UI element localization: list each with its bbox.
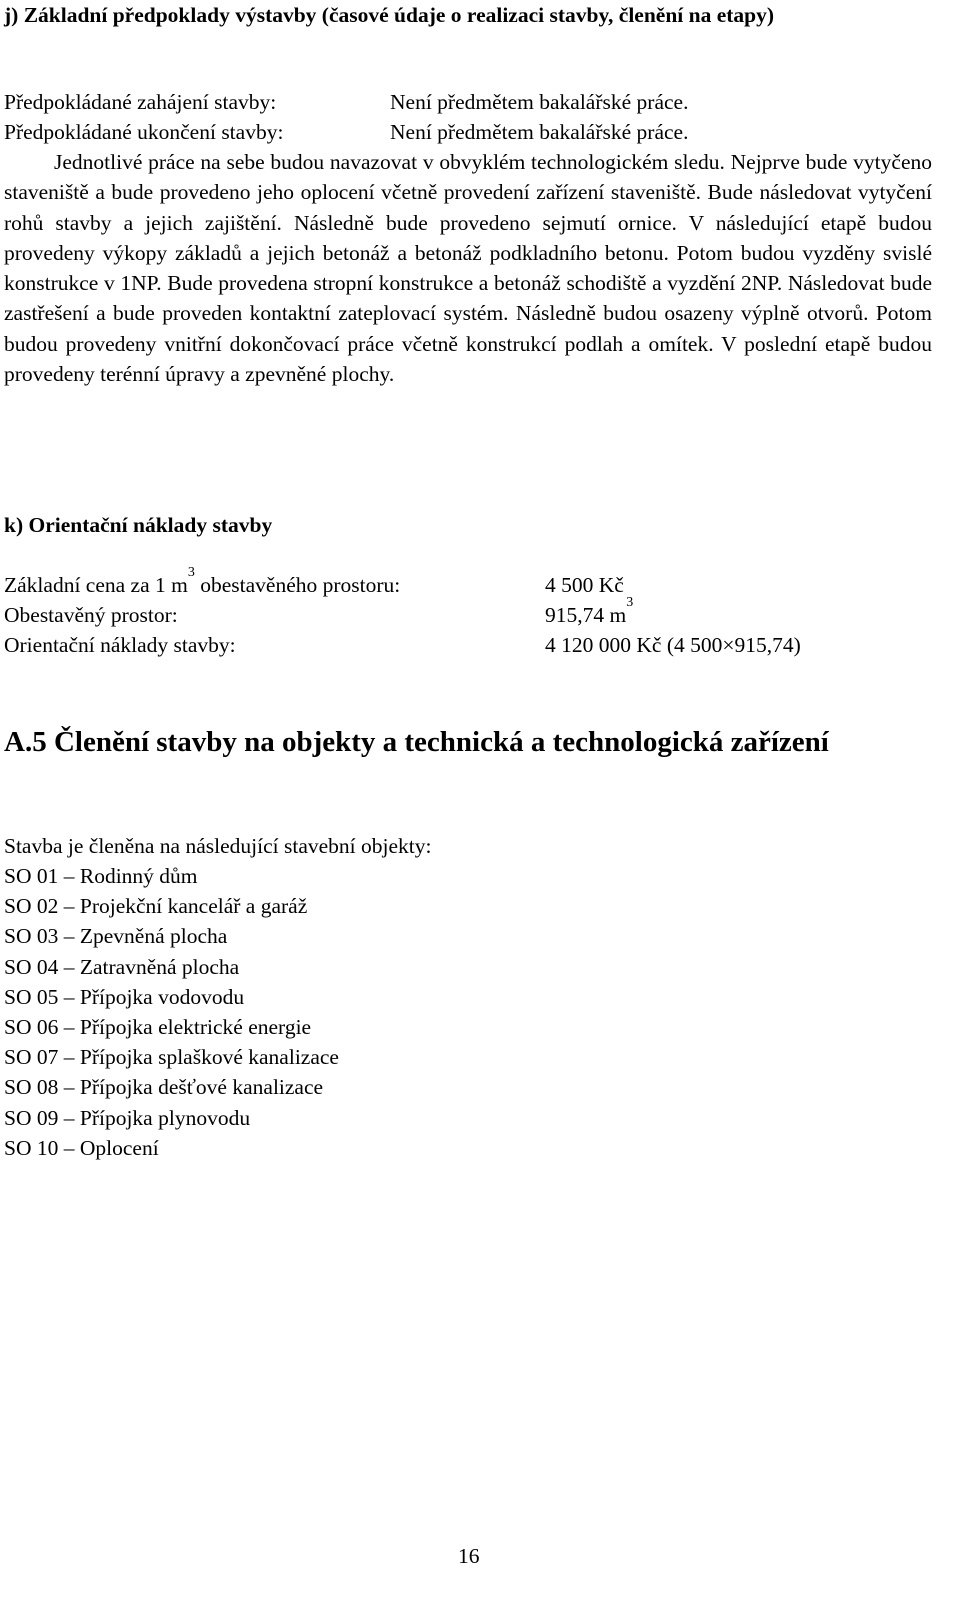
cost-row — [4, 630, 801, 660]
list-item: SO 03 – Zpevněná plocha — [4, 924, 228, 949]
list-item: SO 08 – Přípojka dešťové kanalizace — [4, 1075, 324, 1100]
volume-row — [4, 595, 634, 630]
base-price-value: 4 500 Kč — [545, 573, 624, 597]
list-item: SO 07 – Přípojka splaškové kanalizace — [4, 1045, 339, 1070]
end-value: Není předmětem bakalářské práce. — [390, 120, 689, 144]
start-label: Předpokládané zahájení stavby: — [4, 90, 277, 114]
list-item: SO 06 – Přípojka elektrické energie — [4, 1015, 312, 1040]
list-item: SO 10 – Oplocení — [4, 1135, 159, 1160]
cost-value: 4 120 000 Kč (4 500×915,74) — [545, 633, 801, 657]
start-value: Není předmětem bakalářské práce. — [390, 90, 689, 114]
volume-value: 915,74 $m^3$ — [545, 595, 634, 627]
section-k-heading: k) Orientační náklady stavby — [4, 513, 273, 537]
page-number: 16 — [458, 1544, 480, 1568]
cost-label: Orientační náklady stavby: — [4, 633, 236, 657]
list-item: SO 09 – Přípojka plynovodu — [4, 1105, 251, 1130]
section-j-heading: j) Základní předpoklady výstavby (časové údaje o realizaci stavby, členění na etapy) — [4, 3, 775, 27]
section-a5-heading: A.5 Členění stavby na objekty a technická a technologická zařízení — [4, 726, 829, 758]
list-item: SO 04 – Zatravněná plocha — [4, 954, 240, 979]
objects-list — [4, 861, 339, 1163]
volume-label: Obestavěný prostor: — [4, 603, 178, 627]
list-item: SO 02 – Projekční kancelář a garáž — [4, 894, 308, 919]
list-item: SO 05 – Přípojka vodovodu — [4, 984, 245, 1009]
list-item: SO 01 – Rodinný dům — [4, 864, 198, 888]
base-price-row — [4, 565, 624, 600]
end-label: Předpokládané ukončení stavby: — [4, 120, 284, 144]
base-price-label: Základní cena za 1 $m^3$ obestavěného prostoru: — [4, 565, 401, 597]
objects-intro: Stavba je členěna na následující stavební objekty: — [4, 834, 432, 858]
start-row — [4, 87, 689, 117]
schedule-paragraph: Jednotlivé práce na sebe budou navazovat v obvyklém technologickém sledu. Nejprve bude vytyčeno staveniště a bude provedeno jeho oplocení včetně provedení zařízení staveniště. Bude následovat vytyčení rohů stavby a jejich zajištění. Následně bude provedeno sejmutí ornice. V následující etapě budou provedeny výkopy základů a jejich betonáž a betonáž podkladního betonu. Potom budou vyzděny svislé konstrukce v 1NP. Bude provedena stropní konstrukce a betonáž schodiště a vyzdění 2NP. Následovat bude zastřešení a bude proveden kontaktní zateplovací systém. Následně budou osazeny výplně otvorů. Potom budou provedeny vnitřní dokončovací práce včetně konstrukcí podlah a omítek. V poslední etapě budou provedeny terénní úpravy a zpevněné plochy. — [4, 150, 932, 387]
end-row — [4, 117, 689, 147]
